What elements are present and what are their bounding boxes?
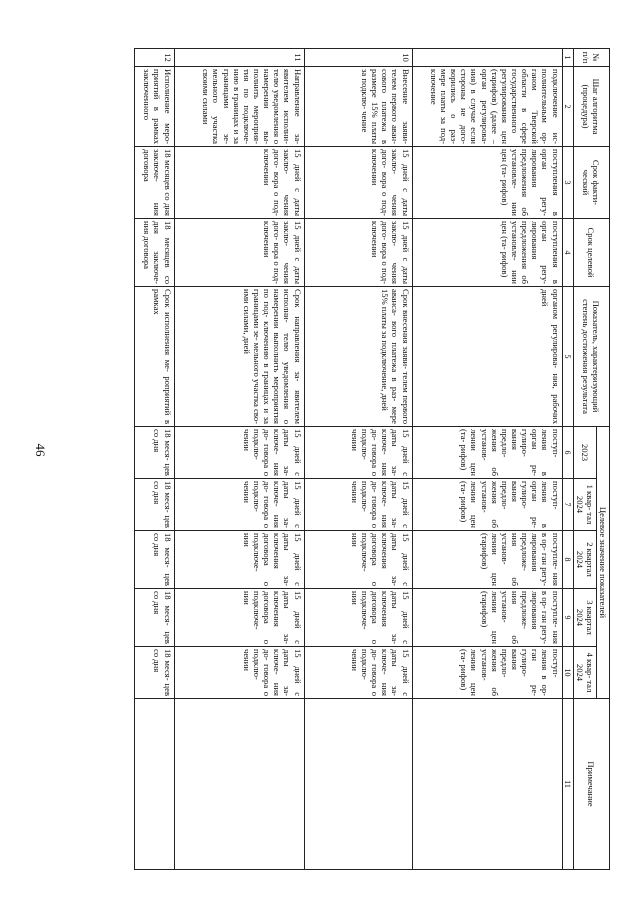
- column-number-row: [562, 49, 573, 870]
- row-q3: поступле- ния в ор- ган регу- лирования предложе- ния об установ- лении цен (тарифов): [412, 589, 562, 647]
- header-q3: 3 квартал 2024: [573, 589, 596, 647]
- col-number: 10: [562, 647, 573, 699]
- row-q1: 18 меся- цев со дня: [134, 479, 174, 531]
- row-q1: 15 дней с даты за- ключе- ния до- говора о подклю- чении: [174, 479, 304, 531]
- row-q4: поступ- ления в ор- ган ре- гулиро- вания предло- жения об установ- лении цен (та- рифов): [412, 647, 562, 699]
- row-target: поступления в орган регу- лирования предложения об установле- нии цен (та- рифов): [412, 219, 562, 287]
- table-row: [412, 49, 562, 870]
- row-q1: поступ- ления в орган ре- гулиро- вания предло- жения об установ- лении цен (та- рифов): [412, 479, 562, 531]
- header-q1: 1 квар- тал 2024: [573, 479, 596, 531]
- row-step: подключение ис- полнительным ор- ганом Тверской области в сфере государственного регулирования цен (тарифов) (далее – орган регулирова- ния) в случае если стороны не дого- ворились о раз- мере платы за под- ключение: [412, 67, 562, 147]
- page-number: 46: [33, 443, 48, 457]
- row-fact: 18 месяцев со дня заключе- ния договора: [134, 147, 174, 219]
- header-step: Шаг алгоритма (процедура): [573, 67, 609, 147]
- row-q2: 18 меся- цев со дня: [134, 531, 174, 589]
- col-number: 6: [562, 427, 573, 479]
- row-no: 12: [134, 49, 174, 67]
- rotated-table-container: [82, 48, 610, 869]
- col-number: 1: [562, 49, 573, 67]
- row-indicator: органом регулирова- ния, рабочих дней: [412, 287, 562, 427]
- col-number: 8: [562, 531, 573, 589]
- row-step: Исполнение меро- приятий в рамках заключенного: [134, 67, 174, 147]
- row-note: [412, 699, 562, 870]
- row-2023: 18 меся- цев со дня: [134, 427, 174, 479]
- row-indicator: Срок направления за- явителем исполни- телю уведомления о намерении выполнить мероприятия по под- ключению в границах и за границами зе- мельного участка сво- ими силами, дней: [174, 287, 304, 427]
- row-q4: 15 дней с даты за- ключе- ния до- говора о подклю- чении: [304, 647, 412, 699]
- col-number: 9: [562, 589, 573, 647]
- row-q2: 15 дней с даты за- ключения договора о подключе- нии: [174, 531, 304, 589]
- row-q3: 15 дней с даты за- ключения договора о подключе- нии: [304, 589, 412, 647]
- header-target-group: Целевое значение показателей: [596, 427, 609, 699]
- col-number: 2: [562, 67, 573, 147]
- row-q2: поступле- ния в ор- ган регу- лирования предложе- ния об установ- лении цен (тарифов): [412, 531, 562, 589]
- row-q2: 15 дней с даты за- ключения договора о подключе- нии: [304, 531, 412, 589]
- row-indicator: Срок исполнения ме- роприятий в рамках: [134, 287, 174, 427]
- row-fact: 15 дней с даты заклю- чения дого- вора о под- ключении: [304, 147, 412, 219]
- row-2023: 15 дней с даты за- ключе- ния до- говора о подклю- чении: [304, 427, 412, 479]
- row-step: Направление за- явителем исполни- телю уведомления о намерении вы- полнить мероприя- тия по подключе- нию в границах и за границами зе- мельного участка своими силами: [174, 67, 304, 147]
- col-number: 5: [562, 287, 573, 427]
- row-no: 10: [304, 49, 412, 67]
- table-row: [134, 49, 174, 870]
- col-number: 7: [562, 479, 573, 531]
- table-row: [174, 49, 304, 870]
- header-row-1: [596, 49, 609, 870]
- row-target: 18 месяцев со дня заключе- ния договора: [134, 219, 174, 287]
- row-target: 15 дней с даты заклю- чения дого- вора о под- ключении: [304, 219, 412, 287]
- row-2023: поступ- ления в орган ре- гулиро- вания предло- жения об установ- лении цен (та- рифов): [412, 427, 562, 479]
- row-no: [412, 49, 562, 67]
- row-note: [174, 699, 304, 870]
- row-fact: 15 дней с даты заклю- чения дого- вора о под- ключении: [174, 147, 304, 219]
- header-q2: 2 квартал 2024: [573, 531, 596, 589]
- row-q4: 15 дней с даты за- ключе- ния до- говора о подклю- чении: [174, 647, 304, 699]
- row-indicator: Срок внесения заяви- телем первого аванса- вого платежа в раз- мере 15% платы за подключение, дней: [304, 287, 412, 427]
- header-2023: 2023: [573, 427, 596, 479]
- header-note: Примечание: [573, 699, 609, 870]
- row-2023: 15 дней с даты за- ключе- ния до- говора о подклю- чении: [174, 427, 304, 479]
- table-row: [304, 49, 412, 870]
- row-no: 11: [174, 49, 304, 67]
- row-q3: 18 меся- цев со дня: [134, 589, 174, 647]
- row-fact: поступления в орган регу- лирования предложения об установле- нии цен (та- рифов): [412, 147, 562, 219]
- header-target: Срок целевой: [573, 219, 609, 287]
- row-target: 15 дней с даты заклю- чения дого- вора о под- ключении: [174, 219, 304, 287]
- row-step: Внесение заяви- телем первого аван- сового платежа в размере 15% платы за подклю- чение: [304, 67, 412, 147]
- row-note: [134, 699, 174, 870]
- header-q4: 4 квар- тал 2024: [573, 647, 596, 699]
- row-q4: 18 меся- цев со дня: [134, 647, 174, 699]
- col-number: 4: [562, 219, 573, 287]
- header-indicator: Показатель, характеризующий степень достижения результата: [573, 287, 609, 427]
- row-q1: 15 дней с даты за- ключе- ния до- говора о подклю- чении: [304, 479, 412, 531]
- row-q3: 15 дней с даты за- ключения договора о подключе- нии: [174, 589, 304, 647]
- header-no: № п/п: [573, 49, 609, 67]
- indicator-table: [134, 48, 610, 870]
- col-number: 11: [562, 699, 573, 870]
- col-number: 3: [562, 147, 573, 219]
- header-fact: Срок факти- ческий: [573, 147, 609, 219]
- row-note: [304, 699, 412, 870]
